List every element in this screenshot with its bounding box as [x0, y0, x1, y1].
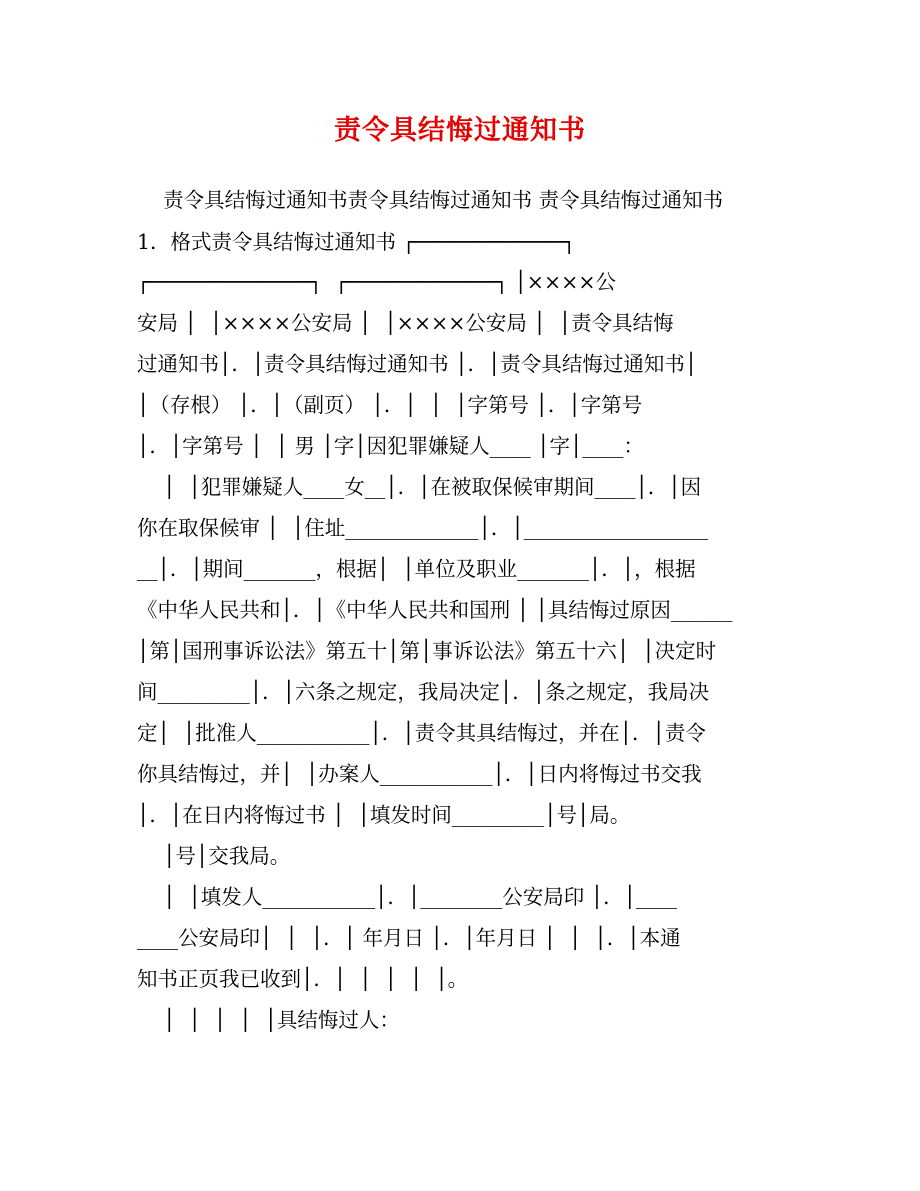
body-line-1: 责令具结悔过通知书责令具结悔过通知书 责令具结悔过通知书	[137, 188, 724, 212]
body-line-12: │第│国刑事诉讼法》第五十│第│事诉讼法》第五十六│ │决定时	[137, 639, 717, 663]
document-title: 责令具结悔过通知书	[334, 115, 586, 146]
body-line-8: │ │犯罪嫌疑人____女__│．│在被取保候审期间____│．│因	[137, 475, 702, 499]
body-line-18: │ │填发人___________│．│________公安局印 │．│____	[137, 885, 677, 909]
body-line-14: 定│ │批准人___________│．│责令其具结悔过，并在│．│责令	[137, 721, 706, 745]
body-line-2: 1．格式责令具结悔过通知书 ┌────────────┐	[137, 230, 576, 254]
body-line-21: │ │ │ │ │具结悔过人：	[137, 1008, 400, 1032]
body-line-13: 间_________│．│六条之规定，我局决定│．│条之规定，我局决	[137, 680, 710, 704]
body-line-10: __│．│期间_______，根据│ │单位及职业_______│．│，根据	[137, 557, 696, 581]
body-line-20: 知书正页我已收到│．│ │ │ │ │。	[137, 967, 469, 991]
body-line-16: │．│在日内将悔过书 │ │填发时间_________│号│局。	[137, 803, 631, 827]
body-line-5: 过通知书│．│责令具结悔过通知书 │．│责令具结悔过通知书│	[137, 352, 698, 376]
body-line-9: 你在取保候审 │ │住址_____________│．│__________________	[137, 516, 709, 540]
body-line-11: 《中华人民共和│．│《中华人民共和国刑 │ │具结悔过原因______	[137, 598, 733, 622]
body-line-15: 你具结悔过，并│ │办案人___________│．│日内将悔过书交我	[137, 762, 702, 786]
body-line-3: ┌─────────────┐ ┌────────────┐ │××××公	[137, 270, 617, 294]
body-line-17: │号│交我局。	[137, 844, 291, 868]
body-line-7: │．│字第号 │ │ 男 │字│因犯罪嫌疑人____ │字│____：	[137, 434, 644, 458]
body-line-19: ____公安局印│ │ │．│ 年月日 │．│年月日 │ │ │．│本通	[137, 926, 681, 950]
body-line-4: 安局 │ │××××公安局 │ │××××公安局 │ │责令具结悔	[137, 311, 674, 335]
body-line-6: │（存根） │．│（副页） │．│ │ │字第号 │．│字第号	[137, 393, 643, 417]
